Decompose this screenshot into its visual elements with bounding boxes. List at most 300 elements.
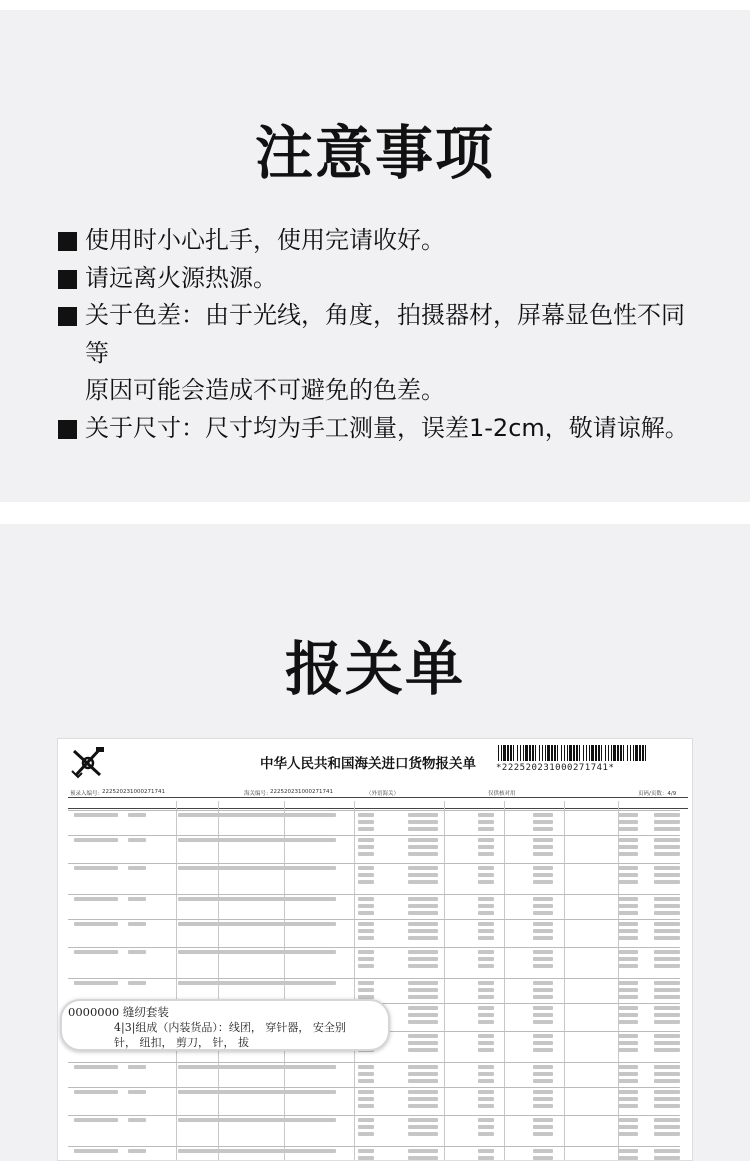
barcode-bar [542,745,543,761]
blurred-cell [358,911,374,915]
blurred-cell [533,1034,553,1038]
column-line [176,801,177,1160]
row-divider [68,1146,680,1147]
blurred-cell [408,1132,438,1136]
blurred-cell [533,1125,553,1129]
blurred-cell [654,1034,680,1038]
blurred-cell [533,1118,553,1122]
blurred-cell [408,1072,438,1076]
customs-section [0,524,750,1161]
customs-declaration-document [57,738,693,1161]
blurred-cell [358,827,374,831]
callout-line: 针， 纽扣， 剪刀， 针， 拔 [114,1036,249,1049]
blurred-cell [478,922,494,926]
blurred-cell [408,1125,438,1129]
barcode-bar [498,745,499,761]
barcode-bar [503,745,506,761]
barcode-bar [586,745,587,761]
blurred-cell [654,964,680,968]
blurred-cell [478,1065,494,1069]
blurred-cell [654,1156,680,1160]
blurred-cell [618,1041,638,1045]
blurred-cell [478,838,494,842]
barcode-bar [642,745,644,761]
blurred-cell [618,813,638,817]
blurred-cell [128,1149,146,1153]
blurred-cell [178,1090,336,1094]
blurred-cell [178,1149,336,1153]
blurred-cell [533,838,553,842]
customs-no-label: 海关编号： [244,791,272,797]
blurred-cell [533,1048,553,1052]
blurred-cell [478,1034,494,1038]
row-divider [68,1062,680,1063]
blurred-cell [618,904,638,908]
blurred-cell [478,904,494,908]
blurred-cell [618,866,638,870]
blurred-cell [478,852,494,856]
row-divider [68,1115,680,1116]
notice-item [56,260,706,298]
notice-line: 关于色差：由于光线，角度，拍摄器材，屏幕显色性不同等 [85,301,685,367]
blurred-cell [358,897,374,901]
blurred-cell [618,988,638,992]
blurred-cell [654,911,680,915]
blurred-cell [408,820,438,824]
blurred-cell [478,880,494,884]
blurred-cell [408,866,438,870]
blurred-cell [408,957,438,961]
blurred-cell [74,813,118,817]
barcode-bar [545,745,546,761]
blurred-cell [358,1118,374,1122]
barcode-bar [595,745,597,761]
blurred-cell [654,1072,680,1076]
blurred-cell [618,1048,638,1052]
blurred-cell [654,929,680,933]
blurred-cell [408,911,438,915]
barcode-bar [630,745,631,761]
blurred-cell [533,1132,553,1136]
blurred-cell [408,1048,438,1052]
blurred-cell [654,827,680,831]
blurred-cell [358,845,374,849]
blurred-cell [358,820,374,824]
blurred-cell [654,1041,680,1045]
blurred-cell [478,1013,494,1017]
blurred-cell [654,813,680,817]
blurred-cell [618,929,638,933]
blurred-cell [618,873,638,877]
blurred-cell [74,866,118,870]
blurred-cell [618,1013,638,1017]
blurred-cell [533,813,553,817]
blurred-cell [358,936,374,940]
blurred-cell [533,1065,553,1069]
divider [68,797,688,798]
blurred-cell [358,957,374,961]
blurred-cell [618,845,638,849]
barcode-bar [557,745,558,761]
blurred-cell [533,1020,553,1024]
blurred-cell [618,852,638,856]
blurred-cell [478,820,494,824]
blurred-cell [408,964,438,968]
blurred-cell [358,981,374,985]
blurred-cell [654,1097,680,1101]
notice-line: 关于尺寸：尺寸均为手工测量，误差1-2cm，敬请谅解。 [85,413,689,442]
barcode-bar [547,745,550,761]
blurred-cell [128,981,146,985]
blurred-cell [533,1079,553,1083]
barcode-bar [564,745,565,761]
barcode-bar [532,745,534,761]
blurred-cell [478,911,494,915]
blurred-cell [478,964,494,968]
blurred-cell [654,950,680,954]
blurred-cell [478,936,494,940]
prerecord-label: 预录入编号： [70,791,104,797]
blurred-cell [618,1156,638,1160]
blurred-cell [408,1020,438,1024]
blurred-cell [654,957,680,961]
notice-list [56,222,706,447]
blurred-cell [618,995,638,999]
blurred-cell [618,880,638,884]
blurred-cell [74,1065,118,1069]
verify-note: 仅供核对用 [488,791,516,797]
row-divider [68,863,680,864]
blurred-cell [478,1104,494,1108]
square-bullet-icon [58,420,77,439]
blurred-cell [358,988,374,992]
blurred-cell [654,936,680,940]
divider [68,808,688,809]
blurred-cell [408,1149,438,1153]
blurred-cell [618,1034,638,1038]
blurred-cell [618,820,638,824]
notice-item [56,297,706,410]
blurred-cell [74,950,118,954]
barcode-bar [613,745,616,761]
barcode-bar [620,745,622,761]
blurred-cell [618,1097,638,1101]
column-line [444,801,445,1160]
blurred-cell [533,922,553,926]
blurred-cell [533,852,553,856]
blurred-cell [478,1020,494,1024]
barcode-icon [498,745,648,761]
blurred-cell [533,845,553,849]
blurred-cell [478,988,494,992]
blurred-cell [654,866,680,870]
blurred-cell [408,1013,438,1017]
blurred-cell [478,813,494,817]
blurred-cell [654,904,680,908]
blurred-cell [408,922,438,926]
blurred-cell [618,1065,638,1069]
blurred-cell [654,1065,680,1069]
barcode-bar [535,745,536,761]
blurred-cell [478,1156,494,1160]
blurred-cell [618,1125,638,1129]
blurred-cell [478,1125,494,1129]
blurred-cell [478,995,494,999]
blurred-cell [654,1079,680,1083]
prerecord-number: 222520231000271741 [102,789,165,795]
highlight-callout [60,999,390,1051]
blurred-cell [533,929,553,933]
barcode-bar [501,745,502,761]
blurred-cell [618,827,638,831]
barcode-bar [539,745,540,761]
row-divider [68,978,680,979]
blurred-cell [618,1132,638,1136]
blurred-cell [74,981,118,985]
blurred-cell [654,995,680,999]
blurred-cell [618,922,638,926]
blurred-cell [358,1072,374,1076]
blurred-cell [654,1020,680,1024]
barcode-bar [561,745,562,761]
row-divider [68,919,680,920]
barcode-bar [554,745,556,761]
barcode-bar [510,745,512,761]
blurred-cell [408,1118,438,1122]
blurred-cell [408,1065,438,1069]
blurred-cell [618,1079,638,1083]
blurred-cell [408,988,438,992]
blurred-cell [408,1006,438,1010]
blurred-cell [478,1041,494,1045]
blurred-cell [358,813,374,817]
blurred-cell [128,866,146,870]
blurred-cell [654,981,680,985]
blurred-cell [178,950,336,954]
blurred-cell [533,988,553,992]
blurred-cell [618,950,638,954]
blurred-cell [358,1079,374,1083]
blurred-cell [358,950,374,954]
blurred-cell [408,950,438,954]
blurred-cell [618,911,638,915]
blurred-cell [533,1104,553,1108]
blurred-cell [533,1013,553,1017]
blurred-cell [128,1090,146,1094]
blurred-cell [654,845,680,849]
blurred-cell [533,866,553,870]
blurred-cell [533,936,553,940]
blurred-cell [654,1118,680,1122]
blurred-cell [478,845,494,849]
blurred-cell [358,1125,374,1129]
blurred-cell [478,1118,494,1122]
blurred-cell [358,1132,374,1136]
barcode-bar [529,745,531,761]
barcode-bar [589,745,590,761]
barcode-bar [627,745,628,761]
blurred-cell [533,1097,553,1101]
blurred-cell [533,950,553,954]
blurred-cell [654,852,680,856]
blurred-cell [478,957,494,961]
row-divider [68,1087,680,1088]
barcode-bar [598,745,600,761]
blurred-cell [74,1118,118,1122]
blurred-cell [358,1097,374,1101]
column-line [564,801,565,1160]
blurred-cell [618,1006,638,1010]
barcode-bar [569,745,572,761]
barcode-bar [523,745,524,761]
blurred-cell [358,1090,374,1094]
blurred-cell [178,981,336,985]
blurred-cell [618,1118,638,1122]
blurred-cell [408,880,438,884]
blurred-cell [408,1156,438,1160]
notice-line: 原因可能会造成不可避免的色差。 [85,376,445,404]
blurred-cell [358,929,374,933]
blurred-cell [533,1072,553,1076]
blurred-cell [533,820,553,824]
blurred-cell [618,1072,638,1076]
barcode-bar [605,745,606,761]
blurred-cell [478,981,494,985]
blurred-cell [358,880,374,884]
blurred-cell [478,1048,494,1052]
port-name: （外语海关） [366,791,400,797]
notice-item [56,222,706,260]
blurred-cell [654,838,680,842]
blurred-cell [654,1048,680,1052]
customs-emblem-icon [68,745,108,781]
notice-line: 使用时小心扎手，使用完请收好。 [85,226,445,254]
blurred-cell [408,981,438,985]
blurred-cell [408,1090,438,1094]
barcode-bar [525,745,528,761]
blurred-cell [654,922,680,926]
blurred-cell [478,1090,494,1094]
customs-number: 222520231000271741 [270,789,333,795]
row-divider [68,894,680,895]
square-bullet-icon [58,270,77,289]
blurred-cell [128,950,146,954]
blurred-cell [654,1006,680,1010]
barcode-bar [601,745,602,761]
notice-title: 注意事项 [254,119,495,187]
blurred-cell [178,1118,336,1122]
blurred-cell [478,1149,494,1153]
blurred-cell [128,922,146,926]
blurred-cell [533,897,553,901]
blurred-cell [618,936,638,940]
blurred-cell [533,1149,553,1153]
barcode-bar [591,745,594,761]
blurred-cell [408,929,438,933]
blurred-cell [478,950,494,954]
blurred-cell [618,957,638,961]
blurred-cell [408,1097,438,1101]
blurred-cell [654,880,680,884]
blurred-cell [128,897,146,901]
blurred-cell [533,981,553,985]
blurred-cell [533,1041,553,1045]
blurred-cell [654,1149,680,1153]
blurred-cell [533,964,553,968]
blurred-cell [178,813,336,817]
blurred-cell [654,1090,680,1094]
blurred-cell [178,922,336,926]
notice-section [0,10,750,502]
callout-line: 4|3|组成（内装货品）：线团， 穿针器， 安全别 [114,1021,346,1034]
blurred-cell [358,866,374,870]
blurred-cell [358,904,374,908]
blurred-cell [478,1132,494,1136]
page-info: 页码/页数：4/9 [638,791,677,797]
blurred-cell [408,897,438,901]
blurred-cell [178,838,336,842]
barcode-bar [611,745,612,761]
blurred-cell [533,880,553,884]
blurred-cell [618,838,638,842]
blurred-cell [128,1118,146,1122]
barcode-bar [639,745,641,761]
blurred-cell [478,897,494,901]
blurred-cell [408,852,438,856]
blurred-cell [618,1020,638,1024]
barcode-bar [623,745,624,761]
column-line [354,801,355,1160]
blurred-cell [178,897,336,901]
blurred-cell [478,866,494,870]
blurred-cell [533,1006,553,1010]
barcode-bar [635,745,638,761]
blurred-cell [478,1072,494,1076]
barcode-bar [520,745,521,761]
blurred-cell [654,1132,680,1136]
blurred-cell [74,1090,118,1094]
blurred-cell [408,936,438,940]
barcode-bar [583,745,584,761]
blurred-cell [654,1104,680,1108]
blurred-cell [618,1104,638,1108]
blurred-cell [654,873,680,877]
blurred-cell [408,1034,438,1038]
row-divider [68,947,680,948]
blurred-cell [654,820,680,824]
blurred-cell [408,873,438,877]
row-divider [68,810,680,811]
barcode-bar [551,745,553,761]
blurred-cell [618,897,638,901]
blurred-cell [74,1149,118,1153]
barcode-bar [567,745,568,761]
blurred-cell [618,964,638,968]
blurred-cell [128,813,146,817]
barcode-bar [608,745,609,761]
blurred-cell [74,922,118,926]
blurred-cell [358,922,374,926]
blurred-cell [408,845,438,849]
blurred-cell [533,995,553,999]
blurred-cell [358,1156,374,1160]
blurred-cell [358,964,374,968]
blurred-cell [74,838,118,842]
blurred-cell [408,827,438,831]
barcode-number: *222520231000271741* [496,763,615,773]
blurred-cell [533,827,553,831]
column-line [504,801,505,1160]
